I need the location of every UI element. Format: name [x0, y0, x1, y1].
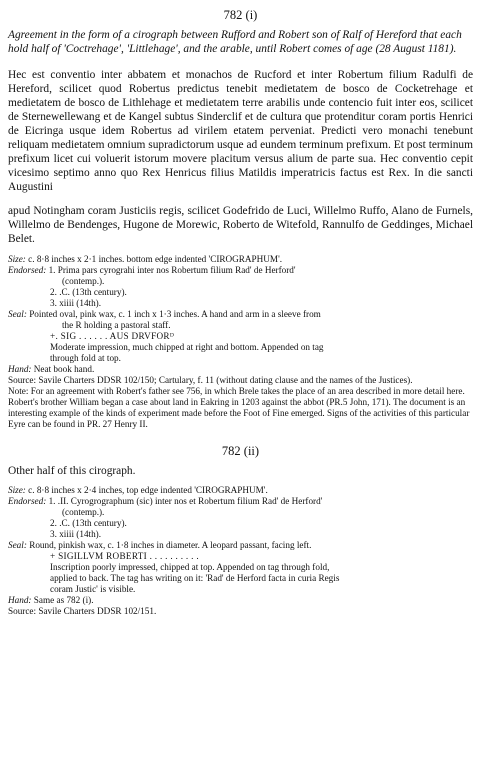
seal-condition: Inscription poorly impressed, chipped at top. Appended on tag through fold, [50, 562, 330, 572]
seal-condition: Moderate impression, much chipped at right and bottom. Appended on tag [50, 342, 324, 352]
size-text: c. 8·8 inches x 2·4 inches, top edge indented 'CIROGRAPHUM'. [28, 485, 268, 495]
endorsed-item: 3. xiiii (14th). [50, 529, 102, 539]
notes-block [8, 254, 473, 430]
seal-text: Pointed oval, pink wax, c. 1 inch x 1·3 inches. A hand and arm in a sleeve from [29, 309, 321, 319]
notes-block-2 [8, 485, 473, 617]
endorsed-item-cont: (contemp.). [62, 507, 105, 517]
source-text: Source: Savile Charters DDSR 102/150; Cartulary, f. 11 (without dating clause and the names of the Justices). [8, 375, 413, 385]
seal-legend: +. SIG . . . . . . AUS DRVFORᴰ [50, 331, 175, 341]
hand-label: Hand: [8, 595, 32, 605]
endorsed-item: 2. .C. (13th century). [50, 518, 127, 528]
endorsed-item: 1. Prima pars cyrograhi inter nos Robertum filium Rad' de Herford' [48, 265, 296, 275]
seal-legend: + SIGILLVM ROBERTI . . . . . . . . . . [50, 551, 199, 561]
seal-label: Seal: [8, 309, 27, 319]
entry-heading-2: 782 (ii) [221, 444, 260, 458]
seal-condition-cont: through fold at top. [50, 353, 121, 363]
size-text: c. 8·8 inches x 2·1 inches. bottom edge indented 'CIROGRAPHUM'. [28, 254, 283, 264]
size-label: Size: [8, 485, 26, 495]
hand-text: Same as 782 (i). [33, 595, 94, 605]
source-text: Source: Savile Charters DDSR 102/151. [8, 606, 157, 616]
seal-label: Seal: [8, 540, 27, 550]
endorsed-item: 2. .C. (13th century). [50, 287, 127, 297]
latin-text: Hec est conventio inter abbatem et monachos de Rucford et inter Robertum filium Radulfi de Hereford, scilicet quod Robertus predictus tenebit medietatem de bosco de Cocketrehage et medietatem de bosco de Lithlehage et medietatem terre arabilis unde contencio fuit inter eos, scilicet de Sternewellewang et de Kangel subtus Sinderclif et de cultura que protenditur coram portis Henrici de Eicringa usque idem Robertus ad virilem etatem perveniat. Predicti vero monachi tenebunt reliquam medietatem omnium supradictorum usque ad eundem terminum prefixum. Et post terminum prefixum licet cui voluerit istorum movere placitum versus alium de parte sua. Hec conventio cepit vicesimo septimo anno quo Rex Henricus filius Matildis imperatricis factus est Rex. In die sancti Augustini [8, 69, 473, 193]
endorsed-label: Endorsed: [8, 265, 47, 275]
entry-intro: Other half of this cirograph. [8, 465, 136, 477]
latin-text-continued: apud Notingham coram Justiciis regis, scilicet Godefrido de Luci, Willelmo Ruffo, Alano de Furnels, Willelmo de Bendenges, Hugone de Morewic, Roberto de Witefold, Rannulfo de Geddinges, Michael Belet. [8, 205, 473, 245]
seal-condition-cont: applied to back. The tag has writing on it: 'Rad' de Herford facta in curia Regis [50, 573, 340, 583]
seal-text: Round, pinkish wax, c. 1·8 inches in diameter. A leopard passant, facing left. [29, 540, 312, 550]
seal-condition-cont: coram Justic' is visible. [50, 584, 136, 594]
endorsed-item: 1. .II. Cyrogrographum (sic) inter nos et Robertum filium Rad' de Herford' [48, 496, 323, 506]
entry-summary: Agreement in the form of a cirograph between Rufford and Robert son of Ralf of Hereford that each hold half of 'Coctrehage', 'Littlehage', and the arable, until Robert comes of age (28 August 1181). [8, 29, 462, 55]
note-text: Note: For an agreement with Robert's father see 756, in which Brele takes the place of an area described in more detail here. Robert's brother William began a case about land in Eakring in 1203 against the abbot (PR.5 John, 171). The document is an interesting example of the kinds of experiment made before the Foot of Fine emerged. Signs of the activities of this particular Eyre can be found in PR. 27 Henry II. [8, 386, 470, 429]
hand-text: Neat book hand. [33, 364, 95, 374]
endorsed-label: Endorsed: [8, 496, 47, 506]
endorsed-item: 3. xiiii (14th). [50, 298, 102, 308]
endorsed-item-cont: (contemp.). [62, 276, 105, 286]
hand-label: Hand: [8, 364, 32, 374]
size-label: Size: [8, 254, 26, 264]
entry-heading: 782 (i) [223, 8, 258, 22]
seal-text-cont: the R holding a pastoral staff. [62, 320, 171, 330]
